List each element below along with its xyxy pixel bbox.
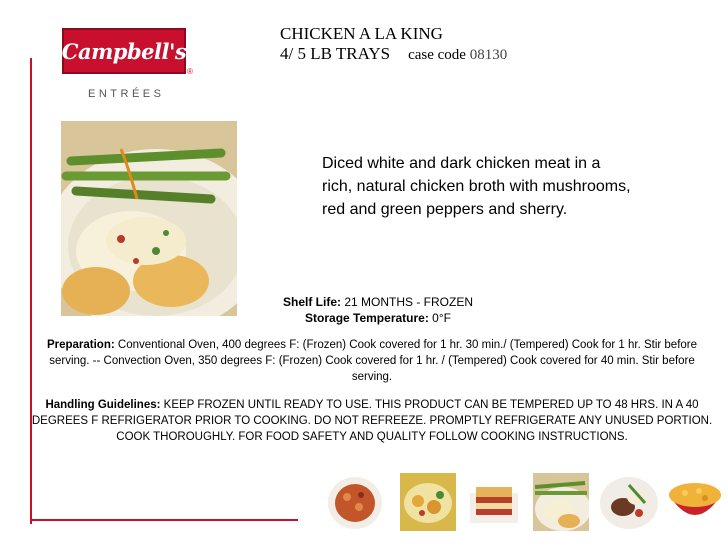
shelf-life xyxy=(258,294,498,310)
mac-and-cheese-photo xyxy=(667,473,723,531)
chicken-a-la-king-photo xyxy=(61,121,237,316)
red-border-vertical xyxy=(30,58,32,524)
thumbnail-beef-plate xyxy=(599,473,659,531)
campbells-logo xyxy=(62,28,186,74)
storage-temperature-value: 0°F xyxy=(432,311,451,325)
handling-section xyxy=(30,397,714,445)
preparation-text: Conventional Oven, 400 degrees F: (Frozen) Cook covered for 1 hr. 30 min./ (Tempered) Cook for 1 hr. Stir before serving. -- Convection Oven, 350 degrees F: (Frozen) Cook covered for 1 hr. / (Tempered) Cook covered for 40 min. Stir before serving. xyxy=(49,339,698,383)
product-title: CHICKEN A LA KING xyxy=(280,24,443,43)
storage-temperature-label: Storage Temperature: xyxy=(305,311,429,325)
thumbnail-chicken-rice xyxy=(400,473,456,531)
pasta-dish-photo xyxy=(327,473,383,531)
preparation-section xyxy=(32,337,712,385)
product-description: Diced white and dark chicken meat in a rich, natural chicken broth with mushrooms, red and green peppers and sherry. xyxy=(322,155,631,218)
handling-label: Handling Guidelines: xyxy=(45,399,161,411)
chicken-a-la-king-photo xyxy=(533,473,589,531)
thumbnail-pasta xyxy=(327,473,383,531)
chicken-rice-photo xyxy=(400,473,456,531)
preparation-label: Preparation: xyxy=(46,339,115,351)
red-border-horizontal xyxy=(30,519,298,521)
case-code-label: case code xyxy=(408,47,466,63)
case-code xyxy=(408,47,507,63)
tray-line xyxy=(280,44,507,64)
storage-info xyxy=(258,294,498,326)
lasagna-photo xyxy=(466,473,522,531)
logo-text: Campbell's xyxy=(61,38,187,64)
beef-plate-photo xyxy=(599,473,659,531)
registered-mark: ® xyxy=(187,67,193,76)
thumbnail-mac-and-cheese xyxy=(667,473,723,531)
category-label: ENTRÉES xyxy=(88,88,165,100)
shelf-life-value: 21 MONTHS - FROZEN xyxy=(344,295,474,309)
storage-temperature xyxy=(258,310,498,326)
thumbnail-chicken-a-la-king xyxy=(533,473,589,531)
shelf-life-label: Shelf Life: xyxy=(282,295,341,309)
handling-text: KEEP FROZEN UNTIL READY TO USE. THIS PRODUCT CAN BE TEMPERED UP TO 48 HRS. IN A 40 DEGREES F REFRIGERATOR PRIOR TO COOKING. DO NOT REFREEZE. PROMPTLY REFRIGERATE ANY UNUSED PORTION. COOK THOROUGHLY. FOR FOOD SAFETY AND QUALITY FOLLOW COOKING INSTRUCTIONS. xyxy=(31,399,713,443)
case-code-number: 08130 xyxy=(469,47,508,63)
thumbnail-lasagna xyxy=(466,473,522,531)
product-photo xyxy=(61,121,237,316)
tray-size: 4/ 5 LB TRAYS xyxy=(280,44,391,63)
